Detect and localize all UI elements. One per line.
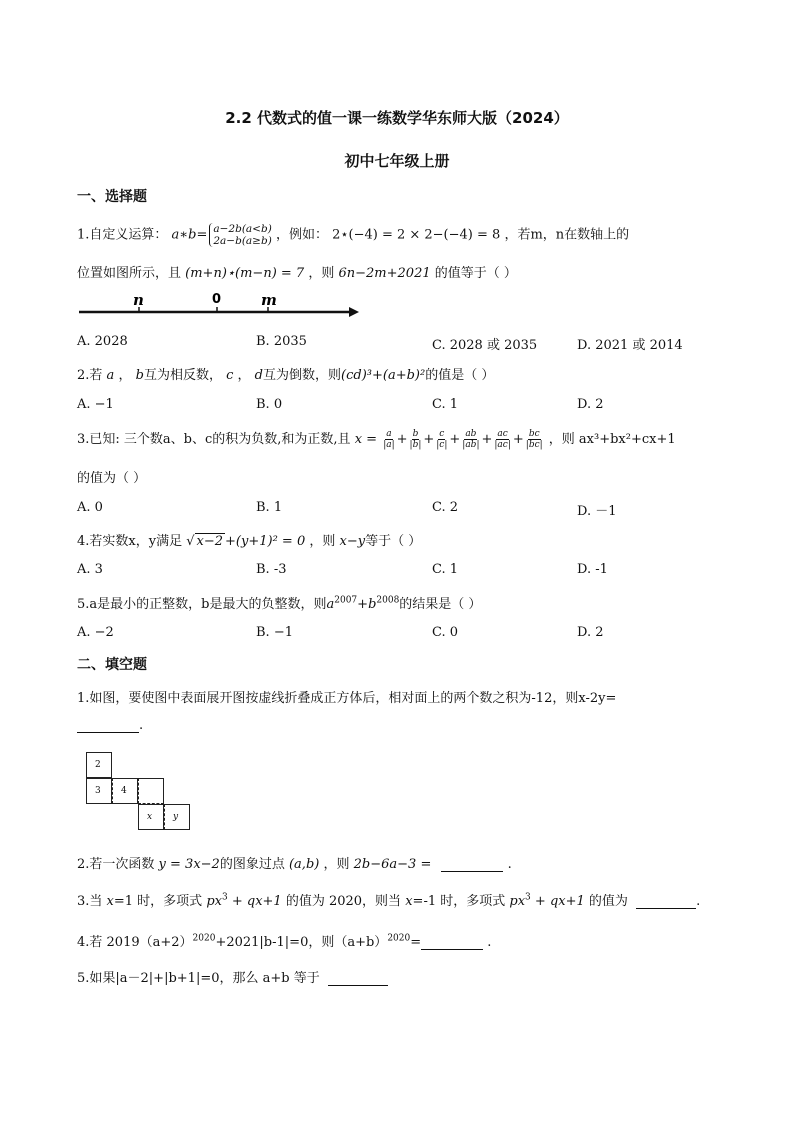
f2-tail: . <box>507 857 512 872</box>
q4-option-b[interactable]: B. -3 <box>256 562 287 577</box>
page-title: 2.2 代数式的值一课一练数学华东师大版（2024） <box>225 109 569 127</box>
fill-2-answer-blank[interactable] <box>441 857 503 872</box>
q2-text-f: 的值是（ ） <box>425 368 495 383</box>
question-1-line-2 <box>77 262 517 281</box>
q3-x-eq: x = <box>354 432 378 447</box>
q4-xy: x−y <box>339 534 366 549</box>
question-3-line-1: 3.已知: 三个数a、b、c的积为负数,和为正数,且 x = $\frac{a}{|a|}$ + $\frac{b}{|b|}$ + $\frac{c}{|c|}$ + $\frac{ab}{|ab|}$ + $\frac{ac}{|ac|}$ + $\frac{bc}{|bc|}$ ，则 ax³+bx²+cx+1 <box>77 429 676 450</box>
q3-frac-4-num: ab <box>465 429 477 439</box>
q4-expr: +(y+1)² = 0 <box>225 534 306 549</box>
net-cell-blank <box>138 778 164 804</box>
section-fill-heading: 二、填空题 <box>77 657 147 673</box>
q5-exp-a: 2007 <box>334 595 358 606</box>
net-cell-y <box>164 804 190 830</box>
q5-text-a: 5.a是最小的正整数，b是最大的负整数，则 <box>77 597 327 612</box>
q3-frac-2 <box>409 429 423 450</box>
f3-x1: x <box>106 894 114 909</box>
fill-3-answer-blank[interactable] <box>636 894 696 909</box>
question-1-line-1 <box>77 223 629 247</box>
f3-text-e: 的值为 <box>588 894 628 909</box>
f3-tail: . <box>696 894 701 909</box>
f2-text-c: ，则 <box>323 857 350 872</box>
q5-option-a[interactable]: A. −2 <box>77 625 114 640</box>
f3-poly-2-rest: + qx+1 <box>534 894 585 909</box>
q3-frac-3-num: c <box>439 429 445 439</box>
q2-text-c: 互为相反数， <box>143 368 222 383</box>
q3-frac-3-den: |c| <box>436 440 448 450</box>
q4-option-d[interactable]: D. -1 <box>577 562 608 577</box>
q3-frac-1-num: a <box>386 429 392 439</box>
question-4 <box>77 530 421 549</box>
q2-text-e: 互为倒数，则 <box>263 368 342 383</box>
q1-tail: ，若m，n在数轴上的 <box>504 227 630 243</box>
q1-option-c[interactable]: C. 2028 或 2035 <box>432 338 538 353</box>
net-cell-y-label: y <box>173 812 179 822</box>
q5-option-b[interactable]: B. −1 <box>256 625 293 640</box>
fill-3: 3.当 x=1 时，多项式 $px^3 + qx+1$ 的值为 2020，则当 x=-1 时，多项式 $px^3 + qx+1$ 的值为 . <box>77 892 701 909</box>
f2-function: y = 3x−2 <box>158 857 220 872</box>
fill-4 <box>77 931 491 950</box>
q2-option-c[interactable]: C. 1 <box>432 397 459 412</box>
fill-5 <box>77 967 388 986</box>
q1-case-2: 2a−b(a≥b) <box>213 235 272 247</box>
q2-var-d: d <box>254 368 263 383</box>
q1-case-1: a−2b(a<b) <box>213 223 272 235</box>
q5-option-c[interactable]: C. 0 <box>432 625 459 640</box>
fill-5-answer-blank[interactable] <box>328 971 388 986</box>
q2-text-d: ， <box>237 368 251 383</box>
q5-text-b: 的结果是（ ） <box>399 597 482 612</box>
q1-example: 2⋆(−4) = 2 × 2−(−4) = 8 <box>332 227 501 243</box>
q2-option-b[interactable]: B. 0 <box>256 397 283 412</box>
q1-piecewise <box>209 223 271 247</box>
f3-text-b: =1 时，多项式 <box>113 894 203 909</box>
f4-text-a: 4.若 2019（a+2） <box>77 935 193 950</box>
f2-text-a: 2.若一次函数 <box>77 857 155 872</box>
q2-var-b: b <box>135 368 144 383</box>
q3-frac-2-num: b <box>412 429 419 439</box>
fill-1-answer-blank[interactable] <box>77 718 139 733</box>
q2-expr: (cd)³+(a+b)² <box>341 368 426 383</box>
q3-frac-6-num: bc <box>528 429 540 439</box>
section-choice-heading: 一、选择题 <box>77 189 147 205</box>
q3-text-a: 3.已知: 三个数a、b、c的积为负数,和为正数,且 <box>77 432 351 447</box>
q2-var-c: c <box>226 368 234 383</box>
q5-exp-b: 2008 <box>376 595 400 606</box>
q4-text-b: ，则 <box>309 534 336 549</box>
q1-line2-then: ，则 <box>308 266 335 281</box>
question-3-line-2: 的值为（ ） <box>77 471 147 486</box>
f3-poly-2: px <box>509 894 526 909</box>
net-cell-3-label: 3 <box>95 786 101 796</box>
q4-text-a: 4.若实数x，y满足 <box>77 534 183 549</box>
q3-frac-6 <box>525 429 544 450</box>
f4-exp-2: 2020 <box>387 933 411 944</box>
q3-option-c[interactable]: C. 2 <box>432 500 459 515</box>
question-5 <box>77 593 481 612</box>
q4-sqrt: √ x−2 <box>186 534 224 549</box>
net-cell-x-label: x <box>147 812 153 822</box>
q3-frac-6-den: |bc| <box>525 440 543 450</box>
q3-frac-1-den: |a| <box>383 440 395 450</box>
q3-frac-1 <box>382 429 395 450</box>
q2-option-d[interactable]: D. 2 <box>577 397 604 412</box>
q3-frac-4-den: |ab| <box>462 440 480 450</box>
f2-point: (a,b) <box>288 857 320 872</box>
q1-operation: a∗b= <box>171 227 208 243</box>
label-n: n <box>133 291 144 309</box>
f3-text-c: 的值为 2020，则当 <box>285 894 402 909</box>
q1-option-d[interactable]: D. 2021 或 2014 <box>577 338 683 353</box>
q3-option-d[interactable]: D. －1 <box>577 504 617 519</box>
q1-option-a[interactable]: A. 2028 <box>77 334 128 349</box>
q1-line2-text: 位置如图所示，且 <box>77 266 182 281</box>
q1-target-expr: 6n−2m+2021 <box>338 266 431 281</box>
f3-text-a: 3.当 <box>77 894 103 909</box>
net-cell-4 <box>112 778 138 804</box>
net-cell-2 <box>86 752 112 778</box>
q4-radicand: x−2 <box>196 534 224 549</box>
net-cell-2-label: 2 <box>95 760 101 770</box>
q1-condition: (m+n)⋆(m−n) = 7 <box>185 266 305 281</box>
f3-x2: x <box>405 894 413 909</box>
q2-text-a: 2.若 <box>77 368 103 383</box>
f3-text-d: =-1 时，多项式 <box>412 894 506 909</box>
net-cell-3 <box>86 778 112 804</box>
net-cell-x <box>138 804 164 830</box>
f2-text-b: 的图象过点 <box>219 857 285 872</box>
q4-text-c: 等于（ ） <box>365 534 422 549</box>
f4-text-b: +2021|b-1|=0，则（a+b） <box>215 935 388 950</box>
q1-option-b[interactable]: B. 2035 <box>256 334 307 349</box>
q3-option-a[interactable]: A. 0 <box>77 500 103 515</box>
question-2 <box>77 364 494 383</box>
page-subtitle: 初中七年级上册 <box>344 152 450 170</box>
label-m: m <box>261 291 277 309</box>
f4-exp-1: 2020 <box>192 933 216 944</box>
q3-frac-5-num: ac <box>497 429 508 439</box>
q3-frac-2-den: |b| <box>409 440 422 450</box>
f5-text: 5.如果|a－2|+|b+1|=0，那么 a+b 等于 <box>77 971 320 986</box>
q3-frac-5-den: |ac| <box>494 440 511 450</box>
number-line-arrow <box>349 307 359 317</box>
q5-option-d[interactable]: D. 2 <box>577 625 604 640</box>
q3-frac-3 <box>435 429 448 450</box>
q2-option-a[interactable]: A. −1 <box>77 397 114 412</box>
q2-text-b: ， <box>118 368 132 383</box>
net-cell-4-label: 4 <box>121 786 127 796</box>
fill-1-tail: . <box>139 718 144 733</box>
q1-line2-ask: 的值等于（ ） <box>434 266 517 281</box>
q3-frac-4 <box>461 429 480 450</box>
q1-example-label: ，例如： <box>275 227 328 243</box>
fill-2 <box>77 853 512 872</box>
fill-4-answer-blank[interactable] <box>421 935 483 950</box>
q2-var-a: a <box>106 368 115 383</box>
f3-poly-1: px <box>206 894 222 909</box>
cube-net-figure <box>86 752 190 832</box>
q3-text-b: ，则 ax³+bx²+cx+1 <box>548 432 676 447</box>
f4-tail: . <box>487 935 492 950</box>
f4-text-c: = <box>410 935 422 950</box>
fill-1-blank-line <box>77 718 143 733</box>
q1-prefix: 1.自定义运算： <box>77 227 168 243</box>
q5-base-b: b <box>368 597 377 612</box>
q3-frac-5 <box>493 429 511 450</box>
q4-option-a[interactable]: A. 3 <box>77 562 103 577</box>
fill-1-text: 1.如图，要使图中表面展开图按虚线折叠成正方体后，相对面上的两个数之积为-12，则x-2y= <box>77 691 617 706</box>
q5-plus: + <box>357 597 369 612</box>
q4-option-c[interactable]: C. 1 <box>432 562 459 577</box>
f3-poly-1-rest: + qx+1 <box>231 894 282 909</box>
f2-expr: 2b−6a−3 = <box>353 857 432 872</box>
number-line-figure <box>77 288 362 328</box>
label-zero: 0 <box>212 292 222 307</box>
q3-option-b[interactable]: B. 1 <box>256 500 283 515</box>
q5-base-a: a <box>326 597 335 612</box>
